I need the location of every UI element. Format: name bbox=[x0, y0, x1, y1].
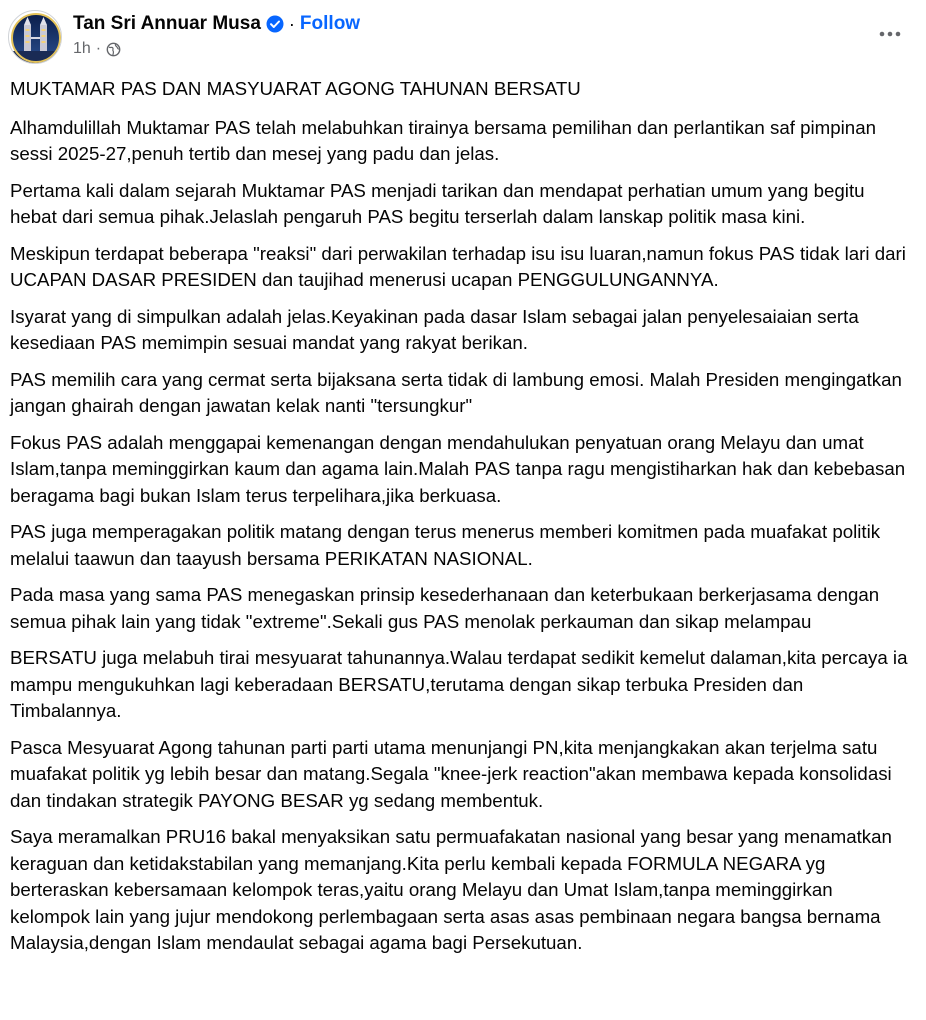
follow-button[interactable]: Follow bbox=[299, 13, 361, 34]
post-paragraph: Saya meramalkan PRU16 bakal menyaksikan satu permuafakatan nasional yang besar yang menamatkan keraguan dan ketidakstabilan yang memanjang.Kita perlu kembali kepada FORMULA NEGARA yg berteraskan kebersamaan kelompok teras,yaitu orang Melayu dan Umat Islam,tanpa meminggirkan kelompok lain yang jujur mendokong perlembagaan serta asas asas pembinaan negara bangsa bernama Malaysia,dengan Islam mendaulat sebagai agama bagi Persekutuan. bbox=[10, 826, 892, 953]
post-timestamp[interactable]: 1h bbox=[73, 40, 91, 57]
more-options-button[interactable] bbox=[870, 16, 910, 52]
name-separator: · bbox=[288, 13, 295, 34]
post-paragraph: PAS memilih cara yang cermat serta bijaksana serta tidak di lambung emosi. Malah Presiden mengingatkan jangan ghairah dengan jawatan kelak nanti "tersungkur" bbox=[10, 368, 902, 416]
post-paragraph: Alhamdulillah Muktamar PAS telah melabuhkan tirainya bersama pemilihan dan perlantikan saf pimpinan sessi 2025-27,penuh tertib dan mesej yang padu dan jelas. bbox=[10, 116, 876, 164]
post-paragraph: BERSATU juga melabuh tirai mesyuarat tahunannya.Walau terdapat sedikit kemelut dalaman,kita percaya ia mampu mengukuhkan lagi keberadaan BERSATU,terutama dengan sikap terbuka Presiden dan Timbalannya. bbox=[10, 647, 908, 721]
post-paragraph: PAS juga memperagakan politik matang dengan terus menerus memberi komitmen pada muafakat politik melalui taawun dan taayush bersama PERIKATAN NASIONAL. bbox=[10, 521, 881, 569]
author-row bbox=[73, 12, 360, 36]
post-header bbox=[0, 0, 926, 72]
post-paragraph: Fokus PAS adalah menggapai kemenangan dengan mendahulukan penyatuan orang Melayu dan umat Islam,tanpa meminggirkan kaum dan agama lain.Malah PAS tanpa ragu mengistiharkan hak dan kebebasan beragama bagi bukan Islam terus terpelihara,jika berkuasa. bbox=[10, 431, 906, 506]
post-meta bbox=[73, 39, 121, 59]
post-paragraph: Meskipun terdapat beberapa "reaksi" dari perwakilan terhadap isu isu luaran,namun fokus PAS tidak lari dari UCAPAN DASAR PRESIDEN dan taujihad menerusi ucapan PENGGULUNGANNYA. bbox=[10, 242, 906, 290]
post-body bbox=[10, 76, 916, 967]
post-paragraph: Pasca Mesyuarat Agong tahunan parti parti utama menunjangi PN,kita menjangkakan akan terjelma satu muafakat politik yg lebih besar dan matang.Segala "knee-jerk reaction"akan membawa kepada konsolidasi dan tindakan strategik PAYONG BESAR yg sedang membentuk. bbox=[10, 736, 892, 811]
author-name[interactable]: Tan Sri Annuar Musa bbox=[73, 13, 261, 34]
post-paragraph: Pertama kali dalam sejarah Muktamar PAS menjadi tarikan dan mendapat perhatian umum yang begitu hebat dari semua pihak.Jelaslah pengaruh PAS begitu terserlah dalam lanskap politik masa kini. bbox=[10, 179, 865, 227]
post-paragraph: Isyarat yang di simpulkan adalah jelas.Keyakinan pada dasar Islam sebagai jalan penyelesaiaian serta kesediaan PAS memimpin sesuai mandat yang rakyat berikan. bbox=[10, 305, 859, 353]
verified-badge-icon bbox=[266, 15, 284, 33]
post-title: MUKTAMAR PAS DAN MASYUARAT AGONG TAHUNAN BERSATU bbox=[10, 78, 581, 99]
globe-icon[interactable] bbox=[106, 42, 121, 57]
meta-separator: · bbox=[95, 40, 102, 57]
avatar-image bbox=[9, 11, 62, 64]
avatar[interactable] bbox=[8, 10, 62, 64]
more-options-icon bbox=[878, 30, 902, 38]
post-paragraph: Pada masa yang sama PAS menegaskan prinsip kesederhanaan dan keterbukaan berkerjasama dengan semua pihak lain yang tidak "extreme".Sekali gus PAS menolak perkauman dan sikap melampau bbox=[10, 584, 880, 632]
